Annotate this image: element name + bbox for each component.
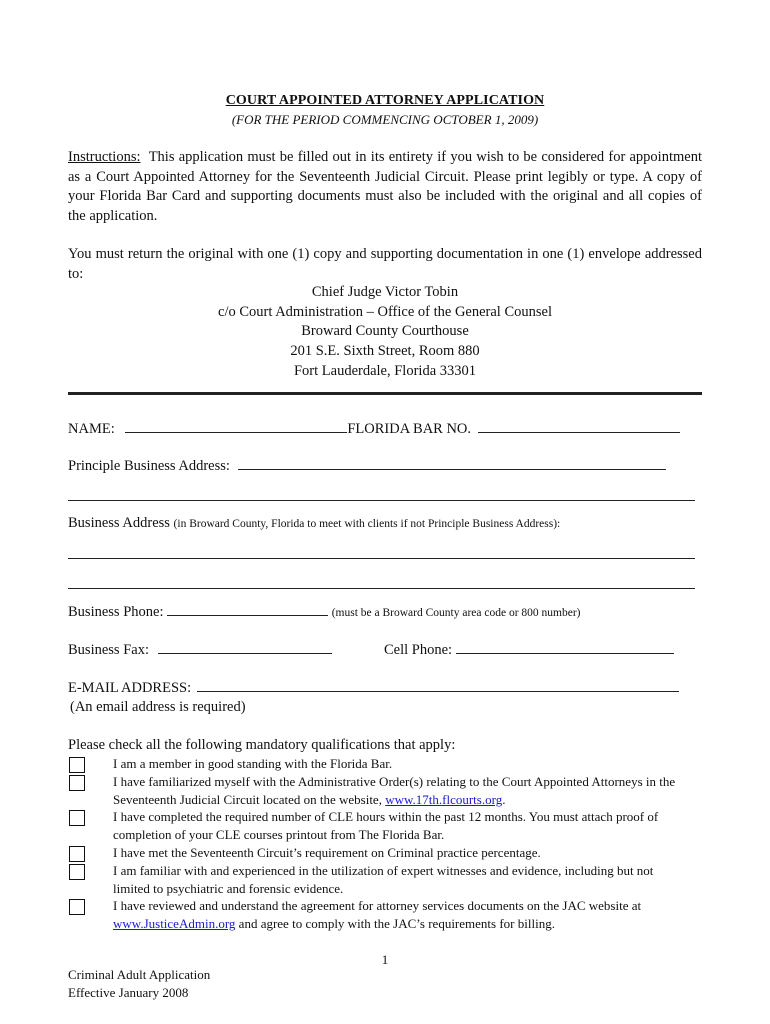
footer: [68, 966, 210, 1001]
business-address-row: [68, 515, 560, 532]
phone-row: [68, 603, 581, 621]
address-line: Broward County Courthouse: [301, 323, 469, 340]
phone-note: (must be a Broward County area code or 800 number): [331, 607, 581, 619]
email-field[interactable]: [197, 679, 679, 692]
qualification-item-4: I have met the Seventeenth Circuit’s requirement on Criminal practice percentage.: [113, 845, 541, 860]
form-subtitle: (FOR THE PERIOD COMMENCING OCTOBER 1, 2009): [231, 112, 539, 127]
website-link-17th[interactable]: www.17th.flcourts.org: [385, 791, 503, 807]
fax-label: Business Fax:: [68, 642, 149, 658]
address-line: Chief Judge Victor Tobin: [311, 284, 459, 300]
email-row: [68, 679, 679, 697]
name-field[interactable]: [125, 420, 347, 433]
mailing-address: [0, 283, 770, 382]
address-line: Fort Lauderdale, Florida 33301: [293, 362, 476, 379]
cell-row: [384, 641, 674, 659]
qualification-checkbox-3[interactable]: [69, 810, 85, 826]
business-address-field-line2[interactable]: [68, 588, 695, 589]
business-address-label: Business Address: [68, 515, 170, 531]
page-number: 1: [381, 952, 389, 967]
qualification-item-5: I am familiar with and experienced in the utilization of expert witnesses and evidence, including but not limited to psychiatric and forensic evidence.: [113, 863, 654, 896]
qualification-checkbox-6[interactable]: [69, 899, 85, 915]
phone-label: Business Phone:: [68, 604, 164, 620]
return-note: You must return the original with one (1) copy and supporting documentation in one (1) envelope addressed to:: [68, 246, 702, 282]
principle-address-field[interactable]: [238, 457, 666, 470]
qualifications-heading: Please check all the following mandatory qualifications that apply:: [68, 737, 456, 753]
fax-field[interactable]: [158, 641, 332, 654]
address-line: 201 S.E. Sixth Street, Room 880: [290, 343, 480, 360]
business-address-field-line1[interactable]: [68, 558, 695, 559]
instructions-label: Instructions:: [68, 149, 141, 165]
fax-row: [68, 641, 332, 659]
qualification-text: I have familiarized myself with the Administrative Order(s) relating to the Court Appointed Attorneys in the Seventeenth Judicial Circuit located on the website,: [113, 774, 676, 807]
email-note: (An email address is required): [70, 699, 246, 715]
phone-field[interactable]: [167, 603, 328, 616]
qualification-checkbox-1[interactable]: [69, 757, 85, 773]
name-label: NAME:: [68, 421, 115, 437]
principle-address-field-line2[interactable]: [68, 500, 695, 501]
cell-label: Cell Phone:: [384, 642, 453, 658]
section-divider: [68, 392, 702, 395]
footer-line: Effective January 2008: [68, 984, 189, 1000]
email-label: E-MAIL ADDRESS:: [68, 680, 192, 696]
bar-no-field[interactable]: [478, 420, 680, 433]
qualification-checkbox-5[interactable]: [69, 864, 85, 880]
bar-no-label: FLORIDA BAR NO.: [347, 421, 472, 437]
footer-line: Criminal Adult Application: [68, 967, 211, 982]
qualification-item-2: I have familiarized myself with the Administrative Order(s) relating to the Court Appointed Attorneys in the Seventeenth Judicial Circuit located on the website, www.17th.flcourts.org.: [113, 774, 676, 807]
instructions-paragraph: [68, 148, 702, 226]
qualification-checkbox-4[interactable]: [69, 846, 85, 862]
qualification-text: I have reviewed and understand the agreement for attorney services documents on the JAC website at: [113, 898, 642, 913]
website-link-justiceadmin[interactable]: www.JusticeAdmin.org: [113, 915, 236, 931]
form-title: COURT APPOINTED ATTORNEY APPLICATION: [225, 93, 545, 108]
business-address-note: (in Broward County, Florida to meet with clients if not Principle Business Address):: [173, 518, 561, 530]
name-row: [68, 420, 680, 438]
principle-address-label: Principle Business Address:: [68, 458, 230, 474]
principle-address-row: [68, 457, 666, 475]
qualification-item-1: I am a member in good standing with the Florida Bar.: [113, 756, 393, 771]
cell-field[interactable]: [456, 641, 674, 654]
qualification-item-6: [113, 897, 691, 932]
instructions-text: This application must be filled out in its entirety if you wish to be considered for appointment as a Court Appointed Attorney for the Seventeenth Judicial Circuit. Please print legibly or type. A copy of your Florida Bar Card and supporting documents must also be included with the original and all copies of the application.: [68, 149, 702, 224]
qualification-item-3: I have completed the required number of CLE hours within the past 12 months. You must attach proof of completion of your CLE courses printout from The Florida Bar.: [113, 809, 659, 842]
qualification-checkbox-2[interactable]: [69, 775, 85, 791]
address-line: c/o Court Administration – Office of the General Counsel: [218, 303, 552, 320]
qualification-text: and agree to comply with the JAC’s requirements for billing.: [238, 915, 555, 931]
